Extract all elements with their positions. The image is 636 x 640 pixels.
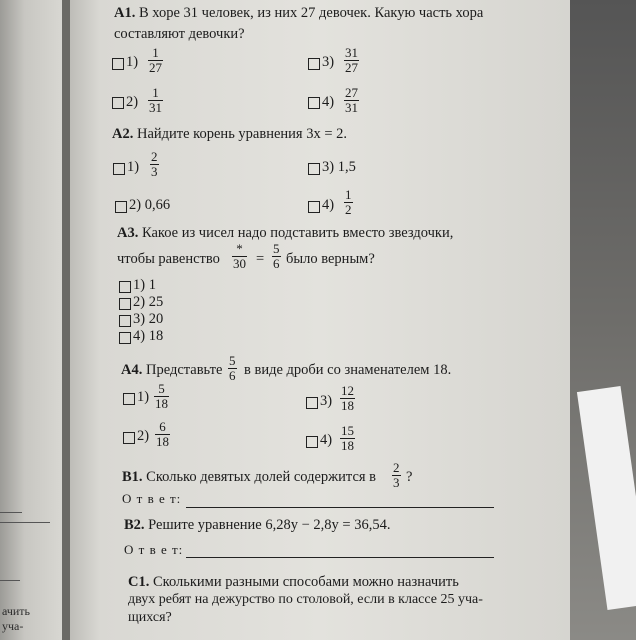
option-number: 1) bbox=[137, 389, 150, 405]
numerator: 1 bbox=[345, 187, 352, 202]
option-number: 1) bbox=[126, 54, 139, 70]
option-fraction bbox=[154, 382, 169, 411]
question-c1 bbox=[128, 574, 459, 591]
denominator: 31 bbox=[345, 100, 358, 116]
numerator: 27 bbox=[345, 85, 358, 100]
checkbox[interactable] bbox=[115, 201, 127, 213]
numerator: 12 bbox=[341, 383, 354, 398]
answer-label: О т в е т: bbox=[124, 542, 184, 557]
option-number: 1) bbox=[127, 159, 140, 175]
checkbox[interactable] bbox=[113, 163, 125, 175]
option-text: 2) 25 bbox=[133, 294, 164, 310]
denominator: 3 bbox=[393, 475, 400, 491]
question-text: двух ребят на дежурство по столовой, если в классе 25 уча- bbox=[128, 592, 483, 607]
option-fraction bbox=[344, 188, 353, 217]
checkbox[interactable] bbox=[119, 281, 131, 293]
question-label: А2. bbox=[112, 126, 134, 142]
question-a2 bbox=[112, 126, 347, 143]
equation-fraction bbox=[272, 242, 281, 271]
option-number: 3) bbox=[322, 54, 335, 70]
numerator: 2 bbox=[151, 149, 158, 164]
option-fraction bbox=[340, 424, 355, 453]
denominator: 2 bbox=[345, 202, 352, 218]
numerator: 6 bbox=[159, 419, 166, 434]
option-fraction bbox=[344, 46, 359, 75]
option-number: 2) bbox=[137, 428, 150, 444]
checkbox[interactable] bbox=[112, 58, 124, 70]
option-fraction bbox=[155, 420, 170, 449]
question-fraction bbox=[228, 354, 237, 383]
denominator: 30 bbox=[233, 256, 246, 272]
checkbox[interactable] bbox=[123, 432, 135, 444]
question-a4 bbox=[121, 362, 222, 379]
numerator: 15 bbox=[341, 423, 354, 438]
option-number: 4) bbox=[322, 197, 335, 213]
checkbox[interactable] bbox=[306, 397, 318, 409]
numerator: 31 bbox=[345, 45, 358, 60]
question-text: Найдите корень уравнения 3x = 2. bbox=[136, 126, 348, 142]
denominator: 18 bbox=[156, 434, 169, 450]
question-text: в виде дроби со знаменателем 18. bbox=[244, 362, 452, 378]
equals-sign: = bbox=[256, 251, 265, 267]
question-label: С1. bbox=[128, 574, 150, 590]
option-number: 4) bbox=[320, 432, 333, 448]
numerator: 2 bbox=[393, 460, 400, 475]
checkbox[interactable] bbox=[123, 393, 135, 405]
question-text: Какое из чисел надо подставить вместо звездочки, bbox=[141, 225, 454, 241]
option-number: 3) bbox=[320, 393, 333, 409]
question-text: Представьте bbox=[145, 362, 223, 378]
checkbox[interactable] bbox=[306, 436, 318, 448]
question-fraction bbox=[392, 461, 401, 490]
answer-line[interactable] bbox=[186, 557, 494, 558]
denominator: 27 bbox=[345, 60, 358, 76]
denominator: 27 bbox=[149, 60, 162, 76]
question-text: Решите уравнение 6,28y − 2,8y = 36,54. bbox=[148, 517, 391, 533]
checkbox[interactable] bbox=[308, 163, 320, 175]
question-b2 bbox=[124, 517, 390, 534]
question-b1 bbox=[122, 469, 376, 486]
option-number: 2) bbox=[126, 94, 139, 110]
checkbox[interactable] bbox=[308, 58, 320, 70]
equation-fraction bbox=[232, 242, 247, 271]
question-text: было верным? bbox=[286, 251, 375, 267]
left-text-line: ачить bbox=[2, 604, 31, 618]
checkbox[interactable] bbox=[112, 97, 124, 109]
question-text: щихся? bbox=[128, 610, 172, 625]
denominator: 6 bbox=[273, 256, 280, 272]
answer-line[interactable] bbox=[186, 507, 494, 508]
question-a1 bbox=[114, 5, 483, 22]
denominator: 18 bbox=[341, 398, 354, 414]
denominator: 18 bbox=[155, 396, 168, 412]
checkbox[interactable] bbox=[119, 332, 131, 344]
left-text-line: уча- bbox=[2, 619, 24, 633]
denominator: 3 bbox=[151, 164, 158, 180]
question-label: В2. bbox=[124, 517, 145, 533]
option-text: 2) 0,66 bbox=[129, 197, 171, 213]
option-fraction bbox=[340, 384, 355, 413]
option-number: 4) bbox=[322, 94, 335, 110]
checkbox[interactable] bbox=[308, 201, 320, 213]
numerator: 5 bbox=[158, 381, 165, 396]
checkbox[interactable] bbox=[119, 315, 131, 327]
question-text: чтобы равенство bbox=[117, 251, 220, 267]
question-label: А3. bbox=[117, 225, 139, 241]
numerator: 5 bbox=[229, 353, 236, 368]
denominator: 6 bbox=[229, 368, 236, 384]
option-text: 4) 18 bbox=[133, 328, 164, 344]
option-text: 1) 1 bbox=[133, 277, 156, 293]
numerator: 1 bbox=[152, 45, 159, 60]
numerator: 1 bbox=[152, 85, 159, 100]
question-a3 bbox=[117, 225, 453, 242]
denominator: 18 bbox=[341, 438, 354, 454]
numerator: 5 bbox=[273, 241, 280, 256]
checkbox[interactable] bbox=[119, 298, 131, 310]
option-fraction bbox=[148, 46, 163, 75]
denominator: 31 bbox=[149, 100, 162, 116]
question-label: А4. bbox=[121, 362, 143, 378]
question-label: А1. bbox=[114, 5, 136, 21]
option-fraction bbox=[344, 86, 359, 115]
option-text: 3) 20 bbox=[133, 311, 164, 327]
question-text: Сколько девятых долей содержится в bbox=[146, 469, 377, 485]
option-text: 3) 1,5 bbox=[322, 159, 356, 175]
question-mark: ? bbox=[406, 469, 413, 485]
checkbox[interactable] bbox=[308, 97, 320, 109]
answer-label: О т в е т: bbox=[122, 491, 182, 506]
question-label: В1. bbox=[122, 469, 143, 485]
question-text: Сколькими разными способами можно назначить bbox=[152, 574, 459, 590]
option-fraction bbox=[150, 150, 159, 179]
question-text: В хоре 31 человек, из них 27 девочек. Какую часть хора bbox=[138, 5, 484, 21]
option-fraction bbox=[148, 86, 163, 115]
numerator: * bbox=[236, 241, 243, 256]
question-text: составляют девочки? bbox=[114, 26, 245, 42]
